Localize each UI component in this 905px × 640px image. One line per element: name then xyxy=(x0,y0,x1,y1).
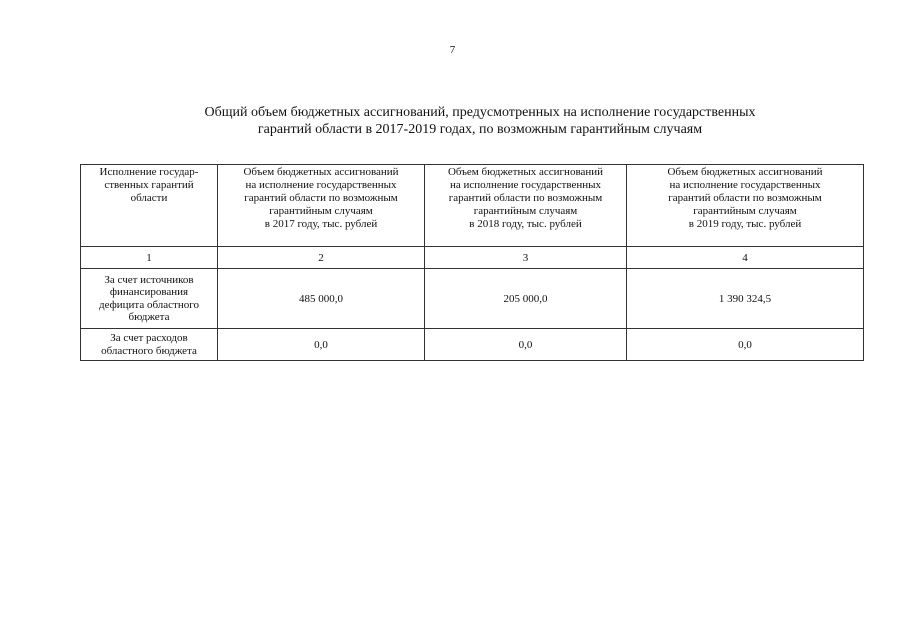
column-number-row xyxy=(81,247,864,269)
header-cell-guarantee-execution xyxy=(81,165,218,247)
row-label-line: финансирования xyxy=(109,286,189,298)
table-row-deficit-sources xyxy=(81,269,864,329)
header-line: Объем бюджетных ассигнований xyxy=(243,166,399,178)
value-cell-2018: 205 000,0 xyxy=(425,269,627,329)
header-line: на исполнение государственных xyxy=(245,179,397,191)
header-line: в 2018 году, тыс. рублей xyxy=(469,218,582,230)
header-line: гарантийным случаям xyxy=(473,205,578,217)
header-line: гарантий области по возможным xyxy=(668,192,822,204)
table-row-budget-expenses xyxy=(81,329,864,361)
row-label-line: За счет источников xyxy=(104,273,194,286)
header-line: гарантийным случаям xyxy=(693,205,797,217)
guarantees-table xyxy=(80,164,864,361)
value-cell-2019: 1 390 324,5 xyxy=(627,269,864,329)
header-line: в 2017 году, тыс. рублей xyxy=(264,218,378,230)
header-line: гарантий области по возможным xyxy=(448,192,603,204)
header-line: на исполнение государственных xyxy=(669,179,821,191)
column-number-cell: 4 xyxy=(627,247,864,269)
row-label-cell xyxy=(81,329,218,361)
header-cell-2017 xyxy=(218,165,425,247)
row-label-line: дефицита областного xyxy=(99,298,199,311)
header-cell-2018 xyxy=(425,165,627,247)
value-cell-2017: 0,0 xyxy=(218,329,425,361)
value-cell-2018: 0,0 xyxy=(425,329,627,361)
value-cell-2019: 0,0 xyxy=(627,329,864,361)
header-line: Исполнение государ- xyxy=(99,166,199,178)
page-number: 7 xyxy=(449,44,456,56)
header-line: области xyxy=(130,192,168,204)
column-number-cell: 1 xyxy=(81,247,218,269)
table-header-row xyxy=(81,165,864,247)
row-label-line: За счет расходов xyxy=(110,332,188,344)
header-line: гарантийным случаям xyxy=(269,205,373,217)
header-line: ственных гарантий xyxy=(104,179,194,191)
header-line: Объем бюджетных ассигнований xyxy=(667,166,823,178)
row-label-cell xyxy=(81,269,218,329)
column-number-cell: 2 xyxy=(218,247,425,269)
header-cell-2019 xyxy=(627,165,864,247)
title-line-1: Общий объем бюджетных ассигнований, предусмотренных на исполнение государственных xyxy=(204,105,756,120)
header-line: в 2019 году, тыс. рублей xyxy=(688,218,802,230)
row-label-line: бюджета xyxy=(128,311,170,323)
header-line: гарантий области по возможным xyxy=(244,192,398,204)
header-line: на исполнение государственных xyxy=(449,179,602,191)
value-cell-2017: 485 000,0 xyxy=(218,269,425,329)
header-line: Объем бюджетных ассигнований xyxy=(447,166,604,178)
document-title xyxy=(150,104,810,138)
column-number-cell: 3 xyxy=(425,247,627,269)
row-label-line: областного бюджета xyxy=(101,344,197,357)
title-line-2: гарантий области в 2017-2019 годах, по возможным гарантийным случаям xyxy=(257,122,703,137)
